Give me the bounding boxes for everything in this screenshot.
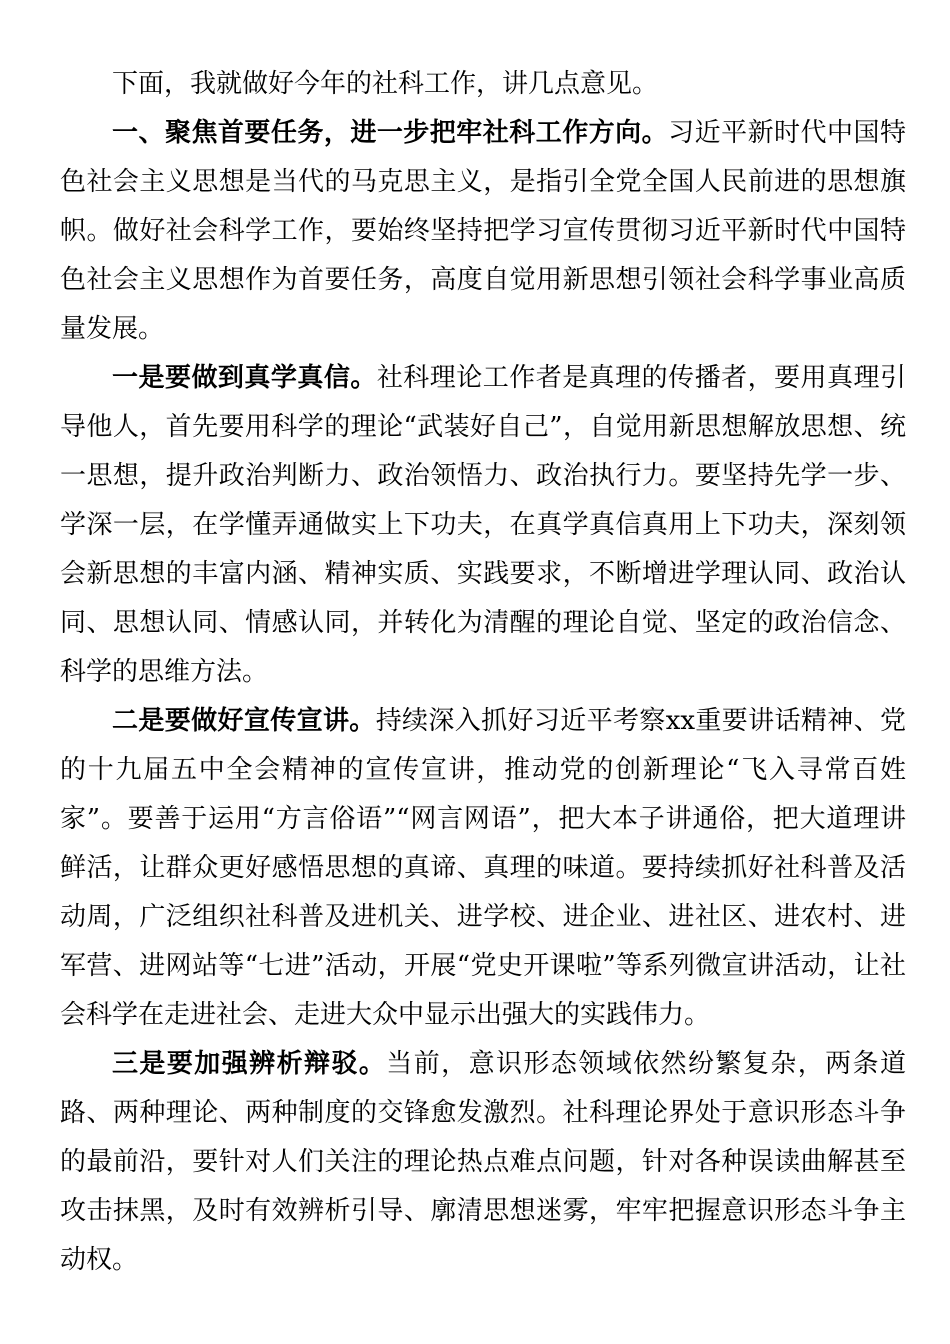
point-heading: 三是要加强辨析辩驳。 <box>112 1049 387 1079</box>
paragraph-point-one <box>60 354 906 697</box>
document-page <box>60 60 906 1285</box>
paragraph-body: 习近平新时代中国特色社会主义思想是当代的马克思主义，是指引全党全国人民前进的思想旗帜。做好社会科学工作，要始终坚持把学习宣传贯彻习近平新时代中国特色社会主义思想作为首要任务，高度自觉用新思想引领社会科学事业高质量发展。 <box>60 118 906 344</box>
paragraph-point-two <box>60 697 906 1040</box>
paragraph-section-one <box>60 109 906 354</box>
paragraph-body: 持续深入抓好习近平考察xx重要讲话精神、党的十九届五中全会精神的宣传宣讲，推动党的创新理论“飞入寻常百姓家”。要善于运用“方言俗语”“网言网语”，把大本子讲通俗，把大道理讲鲜活，让群众更好感悟思想的真谛、真理的味道。要持续抓好社科普及活动周，广泛组织社科普及进机关、进学校、进企业、进社区、进农村、进军营、进网站等“七进”活动，开展“党史开课啦”等系列微宣讲活动，让社会科学在走进社会、走进大众中显示出强大的实践伟力。 <box>60 706 906 1030</box>
section-heading: 一、聚焦首要任务，进一步把牢社科工作方向。 <box>112 118 669 148</box>
paragraph-body: 当前，意识形态领域依然纷繁复杂，两条道路、两种理论、两种制度的交锋愈发激烈。社科理论界处于意识形态斗争的最前沿，要针对人们关注的理论热点难点问题，针对各种误读曲解甚至攻击抹黑，及时有效辨析引导、廓清思想迷雾，牢牢把握意识形态斗争主动权。 <box>60 1049 906 1275</box>
paragraph-body: 社科理论工作者是真理的传播者，要用真理引导他人，首先要用科学的理论“武装好自己”，自觉用新思想解放思想、统一思想，提升政治判断力、政治领悟力、政治执行力。要坚持先学一步、学深一层，在学懂弄通做实上下功夫，在真学真信真用上下功夫，深刻领会新思想的丰富内涵、精神实质、实践要求，不断增进学理认同、政治认同、思想认同、情感认同，并转化为清醒的理论自觉、坚定的政治信念、科学的思维方法。 <box>60 363 906 687</box>
point-heading: 一是要做到真学真信。 <box>112 363 377 393</box>
point-heading: 二是要做好宣传宣讲。 <box>112 706 376 736</box>
paragraph-intro <box>60 60 906 109</box>
paragraph-point-three <box>60 1040 906 1285</box>
paragraph-body: 下面，我就做好今年的社科工作，讲几点意见。 <box>112 69 659 99</box>
